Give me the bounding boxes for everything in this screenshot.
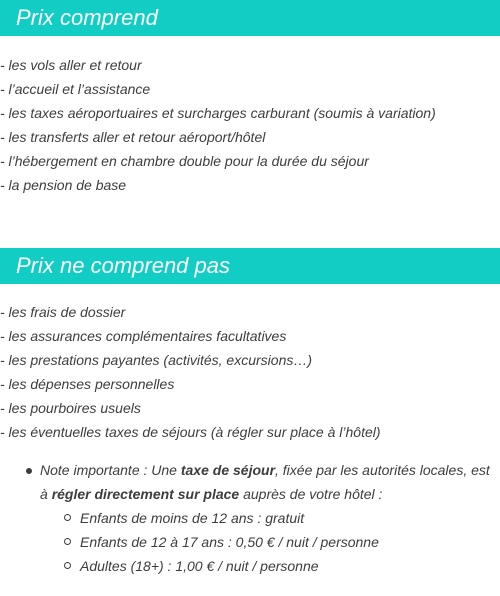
list-item: - la pension de base [0,177,127,193]
price-excludes-title: Prix ne comprend pas [16,253,230,278]
tax-rate-item [64,554,500,578]
price-includes-list [0,53,436,197]
note-bold-tax: taxe de séjour [180,462,276,478]
price-includes-header [0,0,500,36]
tax-rate-text: Enfants de 12 à 17 ans : 0,50 € / nuit / personne [80,534,379,550]
tax-rate-list [64,506,500,578]
tax-rate-item [64,530,500,554]
circle-bullet-icon [64,538,71,545]
price-excludes-header [0,248,500,284]
list-item: - l’hébergement en chambre double pour la durée du séjour [0,153,369,169]
price-excludes-list [0,300,381,444]
note-text-part: Note importante : Une [40,462,181,478]
list-item: - les transferts aller et retour aéroport/hôtel [0,129,266,145]
note-bold-pay-onsite: régler directement sur place [51,486,240,502]
price-includes-title: Prix comprend [16,5,158,30]
circle-bullet-icon [64,514,71,521]
list-item: - les taxes aéroportuaires et surcharges carburant (soumis à variation) [0,105,436,121]
list-item: - les frais de dossier [0,304,126,320]
note-text [40,458,495,506]
list-item: - les vols aller et retour [0,57,142,73]
important-note [0,458,500,578]
note-text-part: , fixée par les autorités locales, est à [40,462,490,502]
list-item: - les assurances complémentaires facultatives [0,328,287,344]
list-item: - les prestations payantes (activités, excursions…) [0,352,313,368]
list-item: - les éventuelles taxes de séjours (à régler sur place à l’hôtel) [0,424,381,440]
circle-bullet-icon [64,562,71,569]
tax-rate-item [64,506,500,530]
tax-rate-text: Adultes (18+) : 1,00 € / nuit / personne [80,558,319,574]
list-item: - les dépenses personnelles [0,376,175,392]
list-item: - l’accueil et l’assistance [0,81,151,97]
bullet-icon [26,468,32,474]
tax-rate-text: Enfants de moins de 12 ans : gratuit [80,510,305,526]
note-text-part: auprès de votre hôtel : [239,486,383,502]
list-item: - les pourboires usuels [0,400,141,416]
